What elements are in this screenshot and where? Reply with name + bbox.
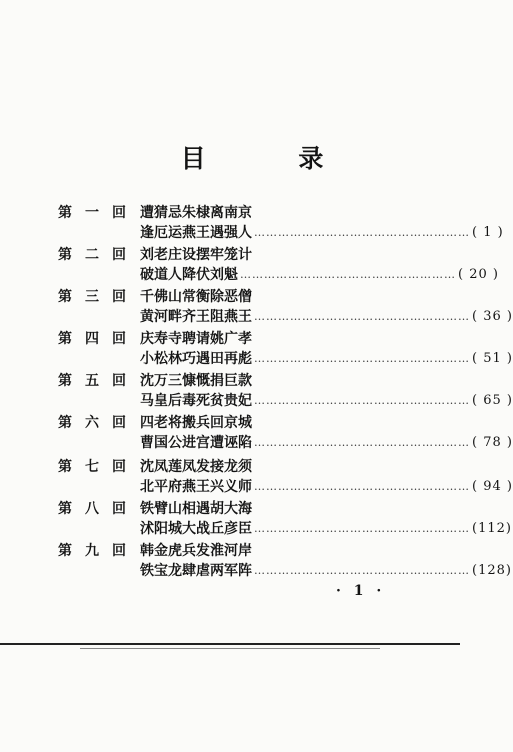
chapter-title-line1[interactable]: 庆寿寺聘请姚广孝 [140, 331, 252, 347]
chapter-label-char: 第 [58, 543, 72, 559]
chapter-label-char: 回 [112, 459, 126, 475]
chapter-label-char: 第 [58, 501, 72, 517]
chapter-page-number: ( 20 ) [458, 267, 499, 282]
chapter-title-line2: 逢厄运燕王遇强人 [140, 225, 252, 241]
bottom-rule-thin [80, 648, 380, 649]
chapter-page-number: (112) [472, 521, 512, 536]
page-number: · 1 · [336, 583, 386, 599]
leader-dots: ……………………………………………… [254, 394, 470, 407]
chapter-title-line1[interactable]: 千佛山常衡除恶僧 [140, 289, 252, 305]
chapter-title-line1[interactable]: 铁臂山相遇胡大海 [140, 501, 252, 517]
chapter-label [58, 286, 126, 308]
chapter-entry[interactable] [140, 264, 499, 286]
chapter-label-char: 回 [112, 501, 126, 517]
chapter-label-char: 回 [112, 415, 126, 431]
chapter-title-line2: 北平府燕王兴义师 [140, 479, 252, 495]
chapter-label-char: 第 [58, 331, 72, 347]
leader-dots: ……………………………………………… [254, 564, 470, 577]
chapter-label [58, 412, 126, 434]
leader-dots: ……………………………………………… [254, 522, 470, 535]
chapter-entry[interactable] [140, 432, 513, 454]
chapter-entry[interactable] [140, 560, 512, 582]
chapter-entry[interactable] [140, 348, 513, 370]
chapter-title-line2: 黄河畔齐王阻燕王 [140, 309, 252, 325]
chapter-entry[interactable] [140, 306, 513, 328]
chapter-entry[interactable] [140, 518, 512, 540]
chapter-entry[interactable] [140, 222, 504, 244]
chapter-label [58, 370, 126, 392]
chapter-label-char: 二 [85, 247, 99, 263]
chapter-label-char: 五 [85, 373, 99, 389]
chapter-label [58, 328, 126, 350]
leader-dots: ……………………………………………… [254, 480, 470, 493]
leader-dots: ……………………………………………… [254, 436, 470, 449]
chapter-page-number: ( 94 ) [472, 479, 513, 494]
page-title: 目 录 [180, 144, 366, 173]
chapter-label-char: 四 [85, 331, 99, 347]
chapter-page-number: ( 36 ) [472, 309, 513, 324]
chapter-entry[interactable] [140, 476, 513, 498]
chapter-label-char: 第 [58, 415, 72, 431]
chapter-label [58, 456, 126, 478]
chapter-label [58, 498, 126, 520]
chapter-title-line2: 马皇后毒死贫贵妃 [140, 393, 252, 409]
chapter-label-char: 回 [112, 331, 126, 347]
chapter-label-char: 第 [58, 373, 72, 389]
chapter-page-number: ( 65 ) [472, 393, 513, 408]
chapter-page-number: ( 51 ) [472, 351, 513, 366]
chapter-label-char: 第 [58, 205, 72, 221]
chapter-label-char: 回 [112, 543, 126, 559]
chapter-label [58, 540, 126, 562]
leader-dots: ……………………………………………… [254, 310, 470, 323]
chapter-title-line2: 曹国公进宫遭诬陷 [140, 435, 252, 451]
chapter-label-char: 回 [112, 373, 126, 389]
chapter-label-char: 八 [85, 501, 99, 517]
chapter-label [58, 244, 126, 266]
chapter-title-line1[interactable]: 沈凤莲凤发接龙须 [140, 459, 252, 475]
chapter-title-line1[interactable]: 遭猜忌朱棣离南京 [140, 205, 252, 221]
chapter-label-char: 三 [85, 289, 99, 305]
chapter-entry[interactable] [140, 390, 513, 412]
chapter-label [58, 202, 126, 224]
leader-dots: ……………………………………………… [254, 226, 470, 239]
chapter-title-line2: 沭阳城大战丘彦臣 [140, 521, 252, 537]
chapter-label-char: 回 [112, 205, 126, 221]
chapter-page-number: ( 78 ) [472, 435, 513, 450]
chapter-title-line1[interactable]: 四老将搬兵回京城 [140, 415, 252, 431]
chapter-page-number: (128) [472, 563, 512, 578]
chapter-label-char: 第 [58, 289, 72, 305]
chapter-title-line1[interactable]: 刘老庄设摆牢笼计 [140, 247, 252, 263]
chapter-label-char: 第 [58, 459, 72, 475]
chapter-title-line2: 小松林巧遇田再彪 [140, 351, 252, 367]
chapter-label-char: 九 [85, 543, 99, 559]
chapter-title-line1[interactable]: 韩金虎兵发淮河岸 [140, 543, 252, 559]
bottom-rule [0, 643, 460, 645]
leader-dots: ……………………………………………… [240, 268, 456, 281]
chapter-label-char: 回 [112, 247, 126, 263]
chapter-label-char: 七 [85, 459, 99, 475]
chapter-title-line1[interactable]: 沈万三慷慨捐巨款 [140, 373, 252, 389]
chapter-page-number: ( 1 ) [472, 225, 504, 240]
chapter-label-char: 六 [85, 415, 99, 431]
leader-dots: ……………………………………………… [254, 352, 470, 365]
chapter-title-line2: 破道人降伏刘魁 [140, 267, 238, 283]
chapter-label-char: 一 [85, 205, 99, 221]
chapter-label-char: 回 [112, 289, 126, 305]
chapter-title-line2: 铁宝龙肆虐两军阵 [140, 563, 252, 579]
chapter-label-char: 第 [58, 247, 72, 263]
